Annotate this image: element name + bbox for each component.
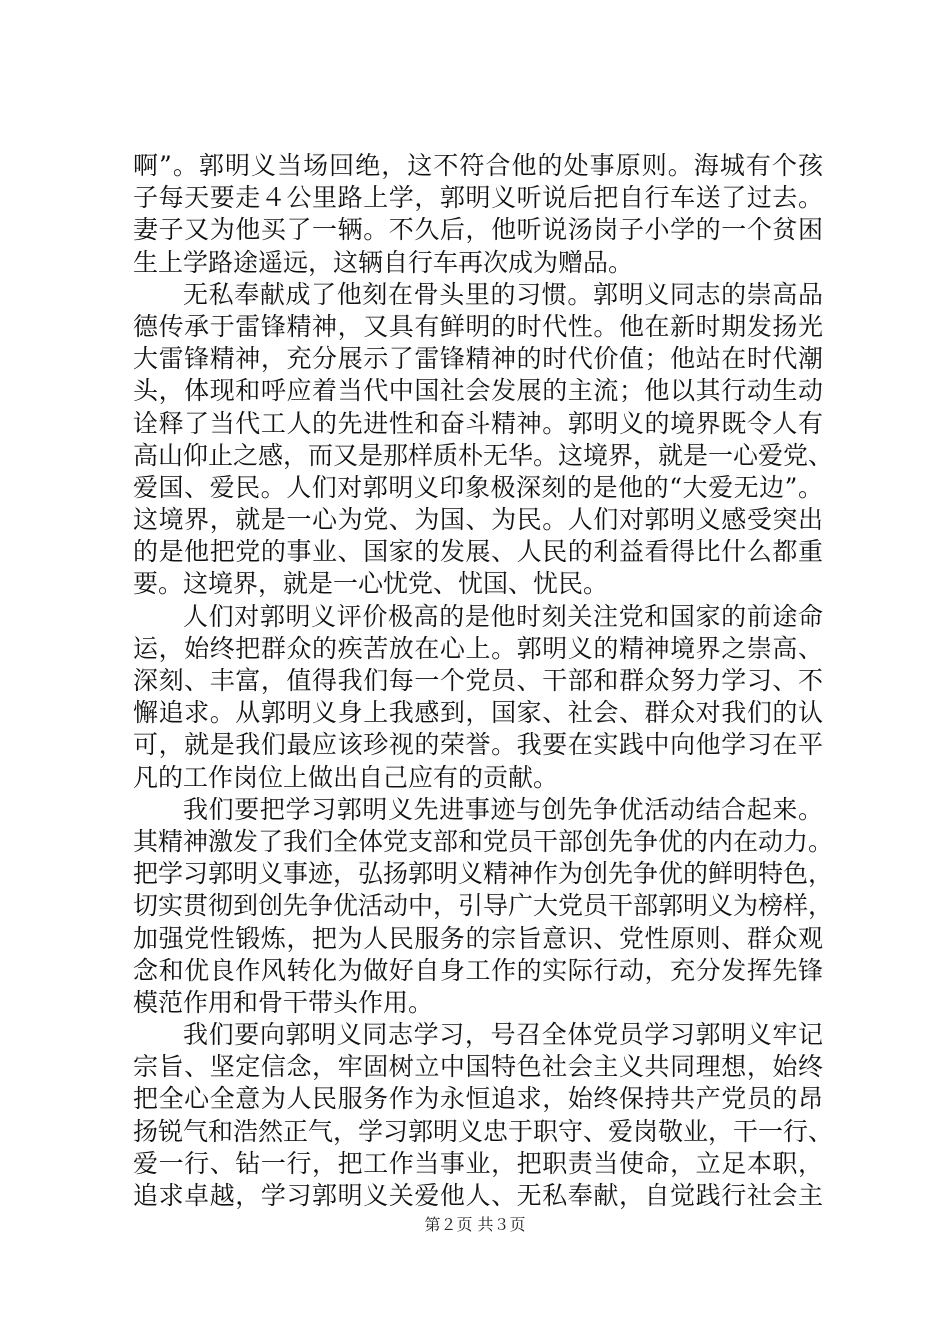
text-line: 懈追求。从郭明义身上我感到，国家、社会、群众对我们的认 (133, 698, 823, 728)
text-line: 无私奉献成了他刻在骨头里的习惯。郭明义同志的崇高品 (183, 279, 823, 309)
text-line: 追求卓越，学习郭明义关爱他人、无私奉献，自觉践行社会主 (133, 1181, 823, 1210)
text-line: 爱一行、钻一行，把工作当事业，把职责当使命，立足本职， (133, 1148, 823, 1178)
text-line: 我们要向郭明义同志学习，号召全体党员学习郭明义牢记 (183, 1020, 823, 1050)
text-line: 诠释了当代工人的先进性和奋斗精神。郭明义的境界既令人有 (133, 408, 823, 438)
text-line: 模范作用和骨干带头作用。 (133, 987, 434, 1017)
text-line: 大雷锋精神，充分展示了雷锋精神的时代价值；他站在时代潮 (133, 344, 823, 374)
text-line: 我们要把学习郭明义先进事迹与创先争优活动结合起来。 (183, 794, 823, 824)
text-line: 深刻、丰富，值得我们每一个党员、干部和群众努力学习、不 (133, 666, 823, 695)
text-line: 要。这境界，就是一心忧党、忧国、忧民。 (133, 569, 609, 599)
text-line: 高山仰止之感，而又是那样质朴无华。这境界，就是一心爱党、 (133, 440, 834, 470)
text-line: 头，体现和呼应着当代中国社会发展的主流；他以其行动生动 (133, 376, 823, 406)
text-line: 把学习郭明义事迹，弘扬郭明义精神作为创先争优的鲜明特色， (133, 859, 834, 889)
text-line: 啊”。郭明义当场回绝，这不符合他的处事原则。海城有个孩 (133, 151, 823, 180)
text-line: 子每天要走４公里路上学，郭明义听说后把自行车送了过去。 (133, 183, 823, 213)
text-line: 扬锐气和浩然正气，学习郭明义忠于职守、爱岗敬业，干一行、 (133, 1116, 834, 1146)
text-line: 生上学路途遥远，这辆自行车再次成为赠品。 (133, 247, 634, 277)
text-line: 可，就是我们最应该珍视的荣誉。我要在实践中向他学习在平 (133, 730, 823, 760)
text-line: 宗旨、坚定信念，牢固树立中国特色社会主义共同理想，始终 (133, 1052, 823, 1082)
text-line: 德传承于雷锋精神，又具有鲜明的时代性。他在新时期发扬光 (133, 311, 823, 341)
body-text (133, 150, 834, 1212)
text-line: 切实贯彻到创先争优活动中，引导广大党员干部郭明义为榜样， (133, 891, 834, 921)
text-line: 这境界，就是一心为党、为国、为民。人们对郭明义感受突出 (133, 505, 823, 535)
text-line: 其精神激发了我们全体党支部和党员干部创先争优的内在动力。 (133, 826, 834, 856)
text-line: 运，始终把群众的疾苦放在心上。郭明义的精神境界之崇高、 (133, 633, 823, 663)
text-line: 爱国、爱民。人们对郭明义印象极深刻的是他的“大爱无边”。 (133, 472, 823, 502)
text-line: 妻子又为他买了一辆。不久后，他听说汤岗子小学的一个贫困 (133, 215, 823, 245)
text-line: 把全心全意为人民服务作为永恒追求，始终保持共产党员的昂 (133, 1084, 823, 1114)
text-line: 念和优良作风转化为做好自身工作的实际行动，充分发挥先锋 (133, 955, 823, 985)
text-line: 凡的工作岗位上做出自己应有的贡献。 (133, 762, 559, 792)
text-line: 加强党性锻炼，把为人民服务的宗旨意识、党性原则、群众观 (133, 923, 823, 953)
page-number-footer: 第２页 共３页 (424, 1215, 526, 1234)
text-line: 的是他把党的事业、国家的发展、人民的利益看得比什么都重 (133, 537, 823, 567)
text-line: 人们对郭明义评价极高的是他时刻关注党和国家的前途命 (183, 601, 823, 631)
